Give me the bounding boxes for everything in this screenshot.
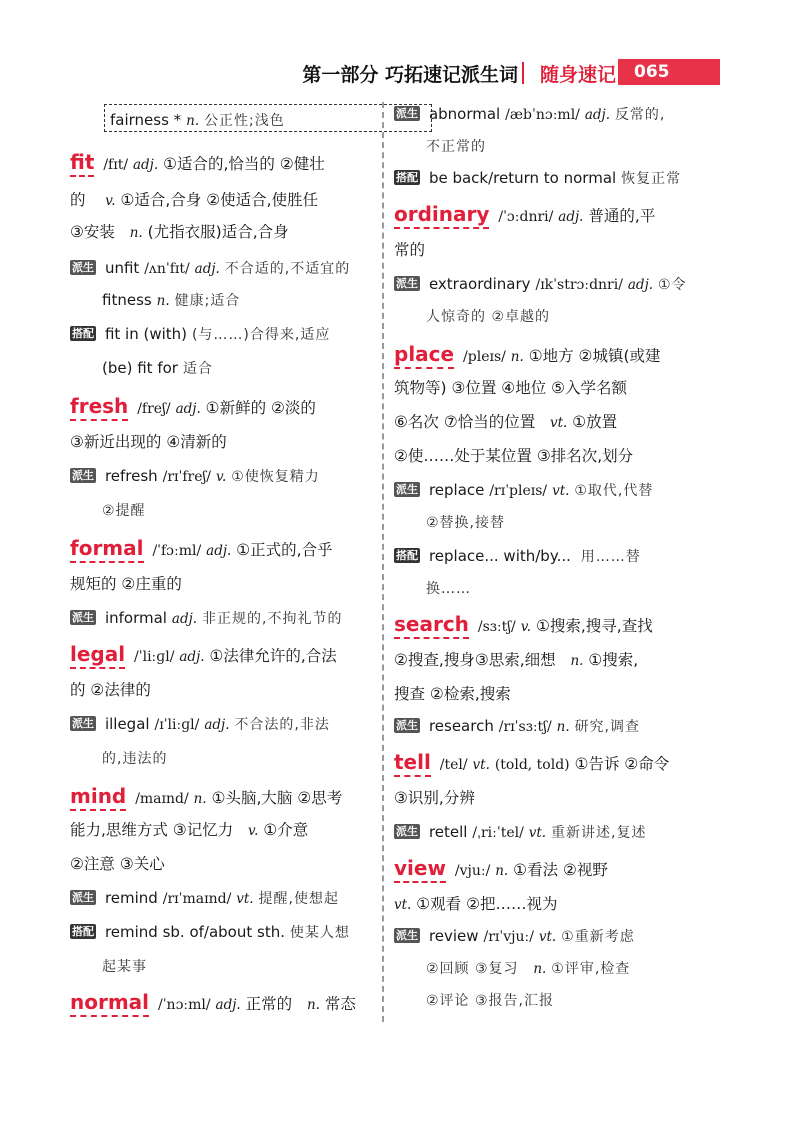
entry-tell-headline: tell /tel/ vt. (told, told) ①告诉 ②命令 <box>394 752 669 775</box>
headword: view <box>394 856 446 883</box>
entry-search-headline: search /sɜːtʃ/ v. ①搜索,搜寻,查找 <box>394 614 653 637</box>
entry-fresh-headline: fresh /freʃ/ adj. ①新鲜的 ②淡的 <box>70 396 316 419</box>
derived-review: 派生 review /rɪˈvjuː/ vt. ①重新考虑 <box>396 927 635 945</box>
headword: normal <box>70 990 149 1017</box>
derived-remind: 派生 remind /rɪˈmaɪnd/ vt. 提醒,使想起 <box>72 889 339 907</box>
entry-mind-line2: 能力,思维方式 ③记忆力 v. ①介意 <box>70 821 309 839</box>
page-number: 065 <box>618 59 720 85</box>
collocation-remind-line2: 起某事 <box>102 959 147 975</box>
derived-review-line2: ②回顾 ③复习 n. ①评审,检查 <box>426 961 631 977</box>
derived-illegal: 派生 illegal /ɪˈliːɡl/ adj. 不合法的,非法 <box>72 715 330 733</box>
collocation-fit-in: 搭配 fit in (with) (与……)合得来,适应 <box>72 325 331 343</box>
entry-fairness: fairness * n. 公正性;浅色 <box>110 111 285 129</box>
derived-extraordinary: 派生 extraordinary /ɪkˈstrɔːdnri/ adj. ①令 <box>396 275 687 293</box>
derived-refresh: 派生 refresh /rɪˈfreʃ/ v. ①使恢复精力 <box>72 467 320 485</box>
entry-fit-line3: ③安装 n. (尤指衣服)适合,合身 <box>70 223 289 241</box>
entry-place-line4: ②使……处于某位置 ③排名次,划分 <box>394 447 634 465</box>
entry-mind-headline: mind /maɪnd/ n. ①头脑,大脑 ②思考 <box>70 786 342 809</box>
headword: legal <box>70 642 125 669</box>
entry-view-line2: vt. ①观看 ②把……视为 <box>394 895 558 913</box>
entry-search-line3: 搜查 ②检索,搜索 <box>394 685 511 703</box>
page-header <box>0 58 800 88</box>
derived-extraordinary-line2: 人惊奇的 ②卓越的 <box>426 309 551 325</box>
headword: search <box>394 612 469 639</box>
derived-abnormal-line2: 不正常的 <box>426 139 486 155</box>
entry-ordinary-line2: 常的 <box>394 241 426 259</box>
derived-informal: 派生 informal adj. 非正规的,不拘礼节的 <box>72 609 343 627</box>
header-separator <box>522 62 524 84</box>
collocation-replace-with: 搭配 replace... with/by... 用……替 <box>396 547 641 565</box>
section-label: 随身速记 <box>539 64 616 86</box>
derived-retell: 派生 retell /ˌriːˈtel/ vt. 重新讲述,复述 <box>396 823 647 841</box>
headword: tell <box>394 750 431 777</box>
headword: mind <box>70 784 126 811</box>
entry-formal-line2: 规矩的 ②庄重的 <box>70 575 182 593</box>
derived-abnormal: 派生 abnormal /æbˈnɔːml/ adj. 反常的, <box>396 105 666 123</box>
derived-replace-line2: ②替换,接替 <box>426 515 506 531</box>
entry-formal-headline: formal /ˈfɔːml/ adj. ①正式的,合乎 <box>70 538 333 561</box>
entry-tell-line2: ③识别,分辨 <box>394 789 475 807</box>
collocation-replace-line2: 换…… <box>426 581 471 597</box>
derived-replace: 派生 replace /rɪˈpleɪs/ vt. ①取代,代替 <box>396 481 654 499</box>
headword: fresh <box>70 394 128 421</box>
entry-legal-headline: legal /ˈliːɡl/ adj. ①法律允许的,合法 <box>70 644 337 667</box>
collocation-fit-for: (be) fit for 适合 <box>102 359 213 377</box>
entry-view-headline: view /vjuː/ n. ①看法 ②视野 <box>394 858 608 881</box>
derived-fitness: fitness n. 健康;适合 <box>102 291 241 309</box>
headword: formal <box>70 536 144 563</box>
entry-normal-headline: normal /ˈnɔːml/ adj. 正常的 n. 常态 <box>70 992 356 1015</box>
headword: ordinary <box>394 202 489 229</box>
derived-illegal-line2: 的,违法的 <box>102 751 168 767</box>
entry-place-line3: ⑥名次 ⑦恰当的位置 vt. ①放置 <box>394 413 618 431</box>
derived-unfit: 派生 unfit /ʌnˈfɪt/ adj. 不合适的,不适宜的 <box>72 259 351 277</box>
column-divider <box>382 102 384 1022</box>
derived-refresh-line2: ②提醒 <box>102 503 146 519</box>
collocation-remind: 搭配 remind sb. of/about sth. 使某人想 <box>72 923 350 941</box>
chapter-title: 第一部分 巧拓速记派生词 <box>302 64 518 86</box>
entry-place-headline: place /pleɪs/ n. ①地方 ②城镇(或建 <box>394 344 661 367</box>
entry-search-line2: ②搜查,搜身③思索,细想 n. ①搜索, <box>394 651 639 669</box>
entry-place-line2: 筑物等) ③位置 ④地位 ⑤入学名额 <box>394 379 628 397</box>
entry-fit-headline: fit /fɪt/ adj. ①适合的,恰当的 ②健壮 <box>70 152 325 175</box>
entry-legal-line2: 的 ②法律的 <box>70 681 151 699</box>
entry-mind-line3: ②注意 ③关心 <box>70 855 165 873</box>
collocation-back-to-normal: 搭配 be back/return to normal 恢复正常 <box>396 169 682 187</box>
entry-ordinary-headline: ordinary /ˈɔːdnri/ adj. 普通的,平 <box>394 204 655 227</box>
headword: fit <box>70 150 94 177</box>
derived-review-line3: ②评论 ③报告,汇报 <box>426 993 555 1009</box>
derived-research: 派生 research /rɪˈsɜːtʃ/ n. 研究,调查 <box>396 717 641 735</box>
entry-fresh-line2: ③新近出现的 ④清新的 <box>70 433 227 451</box>
entry-fit-line2: 的 v. ①适合,合身 ②使适合,使胜任 <box>70 191 319 209</box>
headword: place <box>394 342 454 369</box>
